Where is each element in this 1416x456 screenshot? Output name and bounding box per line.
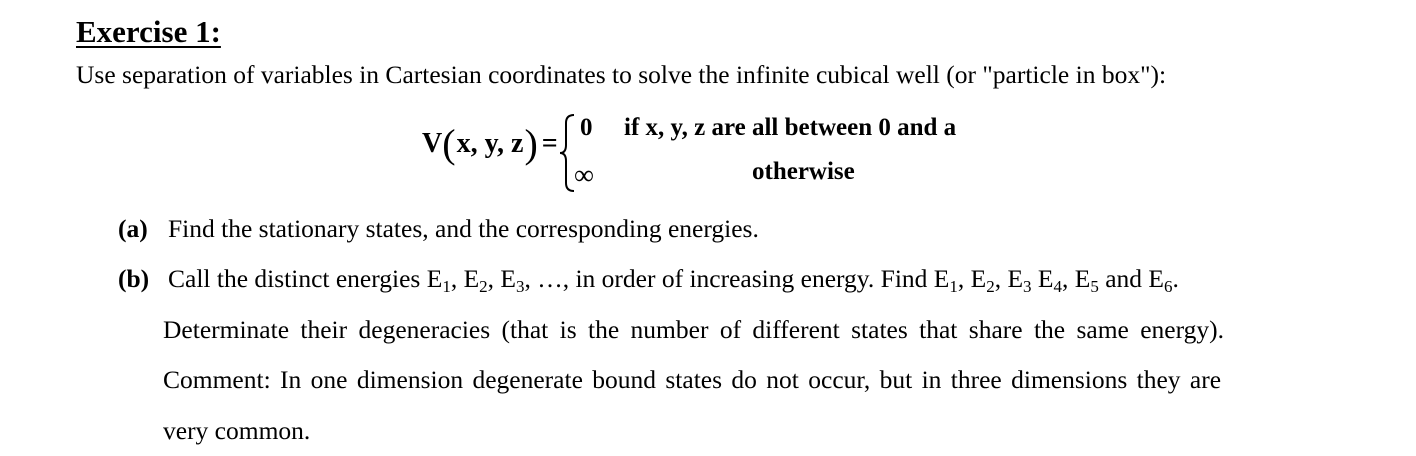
right-paren: ): [524, 121, 538, 166]
part-b-line1-tail: in order of increasing energy. Find E: [575, 264, 950, 293]
left-paren: (: [442, 121, 456, 166]
case1-value: 0: [580, 114, 593, 141]
potential-args: x, y, z: [456, 128, 524, 159]
part-a: [118, 214, 759, 244]
part-a-text: Find the stationary states, and the corresponding energies.: [168, 214, 759, 243]
exercise-intro: Use separation of variables in Cartesian coordinates to solve the infinite cubical well (or "particle in box"):: [76, 60, 1167, 89]
case2-value: ∞: [574, 160, 594, 191]
case2-condition: otherwise: [752, 158, 855, 185]
part-b-label: (b): [118, 264, 150, 293]
part-b-line4: very common.: [163, 416, 311, 445]
part-a-label: (a): [118, 214, 148, 243]
potential-symbol: V: [422, 128, 443, 159]
case1-condition: if x, y, z are all between 0 and a: [624, 114, 957, 141]
part-b-text-start: Call the distinct energies E: [168, 264, 443, 293]
part-b-line2: Determinate their degeneracies (that is the number of different states that share the same energy).: [163, 315, 1225, 344]
equals-sign: =: [541, 128, 558, 159]
part-b-line3: Comment: In one dimension degenerate bound states do not occur, but in three dimensions they are: [163, 365, 1222, 394]
equation-lhs: [422, 121, 558, 166]
exercise-title: Exercise 1:: [76, 14, 221, 49]
part-b: (b) Call the distinct energies $E_1$, $E_2$, $E_3$, …, in order of increasing energy. Find $E_1$, $E_2$, $E_3$ $E_4$, $E_5$ and $E_6$.: [118, 264, 1179, 296]
